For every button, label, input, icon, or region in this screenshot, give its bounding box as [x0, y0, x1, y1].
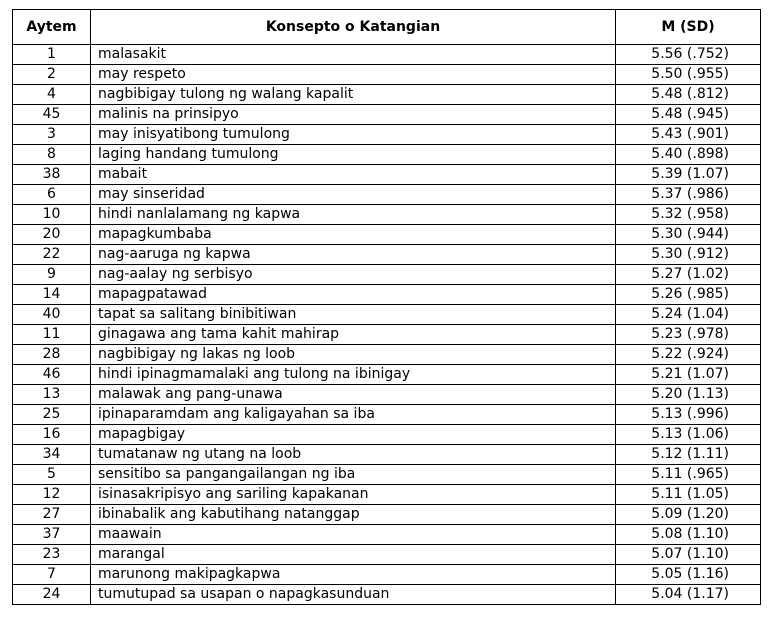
concept-cell: nag-aaruga ng kapwa [91, 245, 616, 265]
concept-cell: may sinseridad [91, 185, 616, 205]
concept-cell: laging handang tumulong [91, 145, 616, 165]
table-body [13, 45, 761, 605]
concept-cell: marangal [91, 545, 616, 565]
concept-cell: maawain [91, 525, 616, 545]
item-number-cell: 5 [13, 465, 91, 485]
table-row [13, 325, 761, 345]
mean-sd-cell: 5.43 (.901) [616, 125, 761, 145]
concept-cell: tapat sa salitang binibitiwan [91, 305, 616, 325]
item-number-cell: 46 [13, 365, 91, 385]
table-row [13, 305, 761, 325]
mean-sd-cell: 5.32 (.958) [616, 205, 761, 225]
table-row [13, 485, 761, 505]
table-row [13, 245, 761, 265]
mean-sd-cell: 5.07 (1.10) [616, 545, 761, 565]
concept-cell: hindi nanlalamang ng kapwa [91, 205, 616, 225]
item-number-cell: 38 [13, 165, 91, 185]
header-row [13, 10, 761, 45]
item-number-cell: 8 [13, 145, 91, 165]
table-row [13, 205, 761, 225]
table-row [13, 225, 761, 245]
concept-cell: mapagkumbaba [91, 225, 616, 245]
table-row [13, 385, 761, 405]
concept-cell: nagbibigay tulong ng walang kapalit [91, 85, 616, 105]
item-number-cell: 4 [13, 85, 91, 105]
table-row [13, 125, 761, 145]
concept-cell: malasakit [91, 45, 616, 65]
item-number-cell: 22 [13, 245, 91, 265]
table-row [13, 165, 761, 185]
mean-sd-cell: 5.56 (.752) [616, 45, 761, 65]
table-row [13, 425, 761, 445]
item-number-cell: 16 [13, 425, 91, 445]
table-row [13, 445, 761, 465]
item-number-cell: 24 [13, 585, 91, 605]
table-row [13, 565, 761, 585]
mean-sd-cell: 5.22 (.924) [616, 345, 761, 365]
mean-sd-cell: 5.05 (1.16) [616, 565, 761, 585]
item-number-cell: 37 [13, 525, 91, 545]
concept-ratings-table [12, 9, 761, 605]
mean-sd-cell: 5.26 (.985) [616, 285, 761, 305]
table-row [13, 105, 761, 125]
mean-sd-cell: 5.50 (.955) [616, 65, 761, 85]
table-row [13, 505, 761, 525]
mean-sd-cell: 5.48 (.945) [616, 105, 761, 125]
header-stat: M (SD) [616, 10, 761, 45]
item-number-cell: 25 [13, 405, 91, 425]
table-row [13, 405, 761, 425]
mean-sd-cell: 5.30 (.944) [616, 225, 761, 245]
mean-sd-cell: 5.27 (1.02) [616, 265, 761, 285]
mean-sd-cell: 5.30 (.912) [616, 245, 761, 265]
concept-cell: mapagpatawad [91, 285, 616, 305]
table-row [13, 285, 761, 305]
item-number-cell: 7 [13, 565, 91, 585]
concept-cell: ibinabalik ang kabutihang natanggap [91, 505, 616, 525]
mean-sd-cell: 5.08 (1.10) [616, 525, 761, 545]
mean-sd-cell: 5.11 (1.05) [616, 485, 761, 505]
mean-sd-cell: 5.20 (1.13) [616, 385, 761, 405]
concept-cell: may respeto [91, 65, 616, 85]
mean-sd-cell: 5.24 (1.04) [616, 305, 761, 325]
concept-cell: nag-aalay ng serbisyo [91, 265, 616, 285]
mean-sd-cell: 5.12 (1.11) [616, 445, 761, 465]
header-concept: Konsepto o Katangian [91, 10, 616, 45]
table-row [13, 185, 761, 205]
table-row [13, 265, 761, 285]
mean-sd-cell: 5.48 (.812) [616, 85, 761, 105]
concept-cell: ginagawa ang tama kahit mahirap [91, 325, 616, 345]
table-row [13, 365, 761, 385]
item-number-cell: 20 [13, 225, 91, 245]
table-row [13, 545, 761, 565]
item-number-cell: 34 [13, 445, 91, 465]
mean-sd-cell: 5.40 (.898) [616, 145, 761, 165]
table-row [13, 45, 761, 65]
concept-cell: isinasakripisyo ang sariling kapakanan [91, 485, 616, 505]
mean-sd-cell: 5.23 (.978) [616, 325, 761, 345]
item-number-cell: 2 [13, 65, 91, 85]
mean-sd-cell: 5.21 (1.07) [616, 365, 761, 385]
concept-cell: mapagbigay [91, 425, 616, 445]
item-number-cell: 14 [13, 285, 91, 305]
item-number-cell: 10 [13, 205, 91, 225]
item-number-cell: 13 [13, 385, 91, 405]
item-number-cell: 27 [13, 505, 91, 525]
table-row [13, 525, 761, 545]
concept-cell: marunong makipagkapwa [91, 565, 616, 585]
concept-cell: malinis na prinsipyo [91, 105, 616, 125]
table-header [13, 10, 761, 45]
item-number-cell: 45 [13, 105, 91, 125]
mean-sd-cell: 5.13 (1.06) [616, 425, 761, 445]
item-number-cell: 40 [13, 305, 91, 325]
item-number-cell: 28 [13, 345, 91, 365]
concept-cell: ipinaparamdam ang kaligayahan sa iba [91, 405, 616, 425]
table-row [13, 465, 761, 485]
mean-sd-cell: 5.39 (1.07) [616, 165, 761, 185]
item-number-cell: 12 [13, 485, 91, 505]
mean-sd-cell: 5.09 (1.20) [616, 505, 761, 525]
item-number-cell: 1 [13, 45, 91, 65]
concept-cell: mabait [91, 165, 616, 185]
mean-sd-cell: 5.13 (.996) [616, 405, 761, 425]
table-row [13, 65, 761, 85]
concept-cell: tumutupad sa usapan o napagkasunduan [91, 585, 616, 605]
concept-cell: tumatanaw ng utang na loob [91, 445, 616, 465]
mean-sd-cell: 5.37 (.986) [616, 185, 761, 205]
table-row [13, 585, 761, 605]
table-row [13, 145, 761, 165]
mean-sd-cell: 5.11 (.965) [616, 465, 761, 485]
item-number-cell: 11 [13, 325, 91, 345]
item-number-cell: 23 [13, 545, 91, 565]
concept-cell: hindi ipinagmamalaki ang tulong na ibinigay [91, 365, 616, 385]
concept-cell: malawak ang pang-unawa [91, 385, 616, 405]
table-row [13, 345, 761, 365]
concept-cell: nagbibigay ng lakas ng loob [91, 345, 616, 365]
header-item: Aytem [13, 10, 91, 45]
concept-cell: sensitibo sa pangangailangan ng iba [91, 465, 616, 485]
mean-sd-cell: 5.04 (1.17) [616, 585, 761, 605]
item-number-cell: 3 [13, 125, 91, 145]
concept-cell: may inisyatibong tumulong [91, 125, 616, 145]
data-table-container [12, 9, 760, 605]
table-row [13, 85, 761, 105]
item-number-cell: 9 [13, 265, 91, 285]
item-number-cell: 6 [13, 185, 91, 205]
